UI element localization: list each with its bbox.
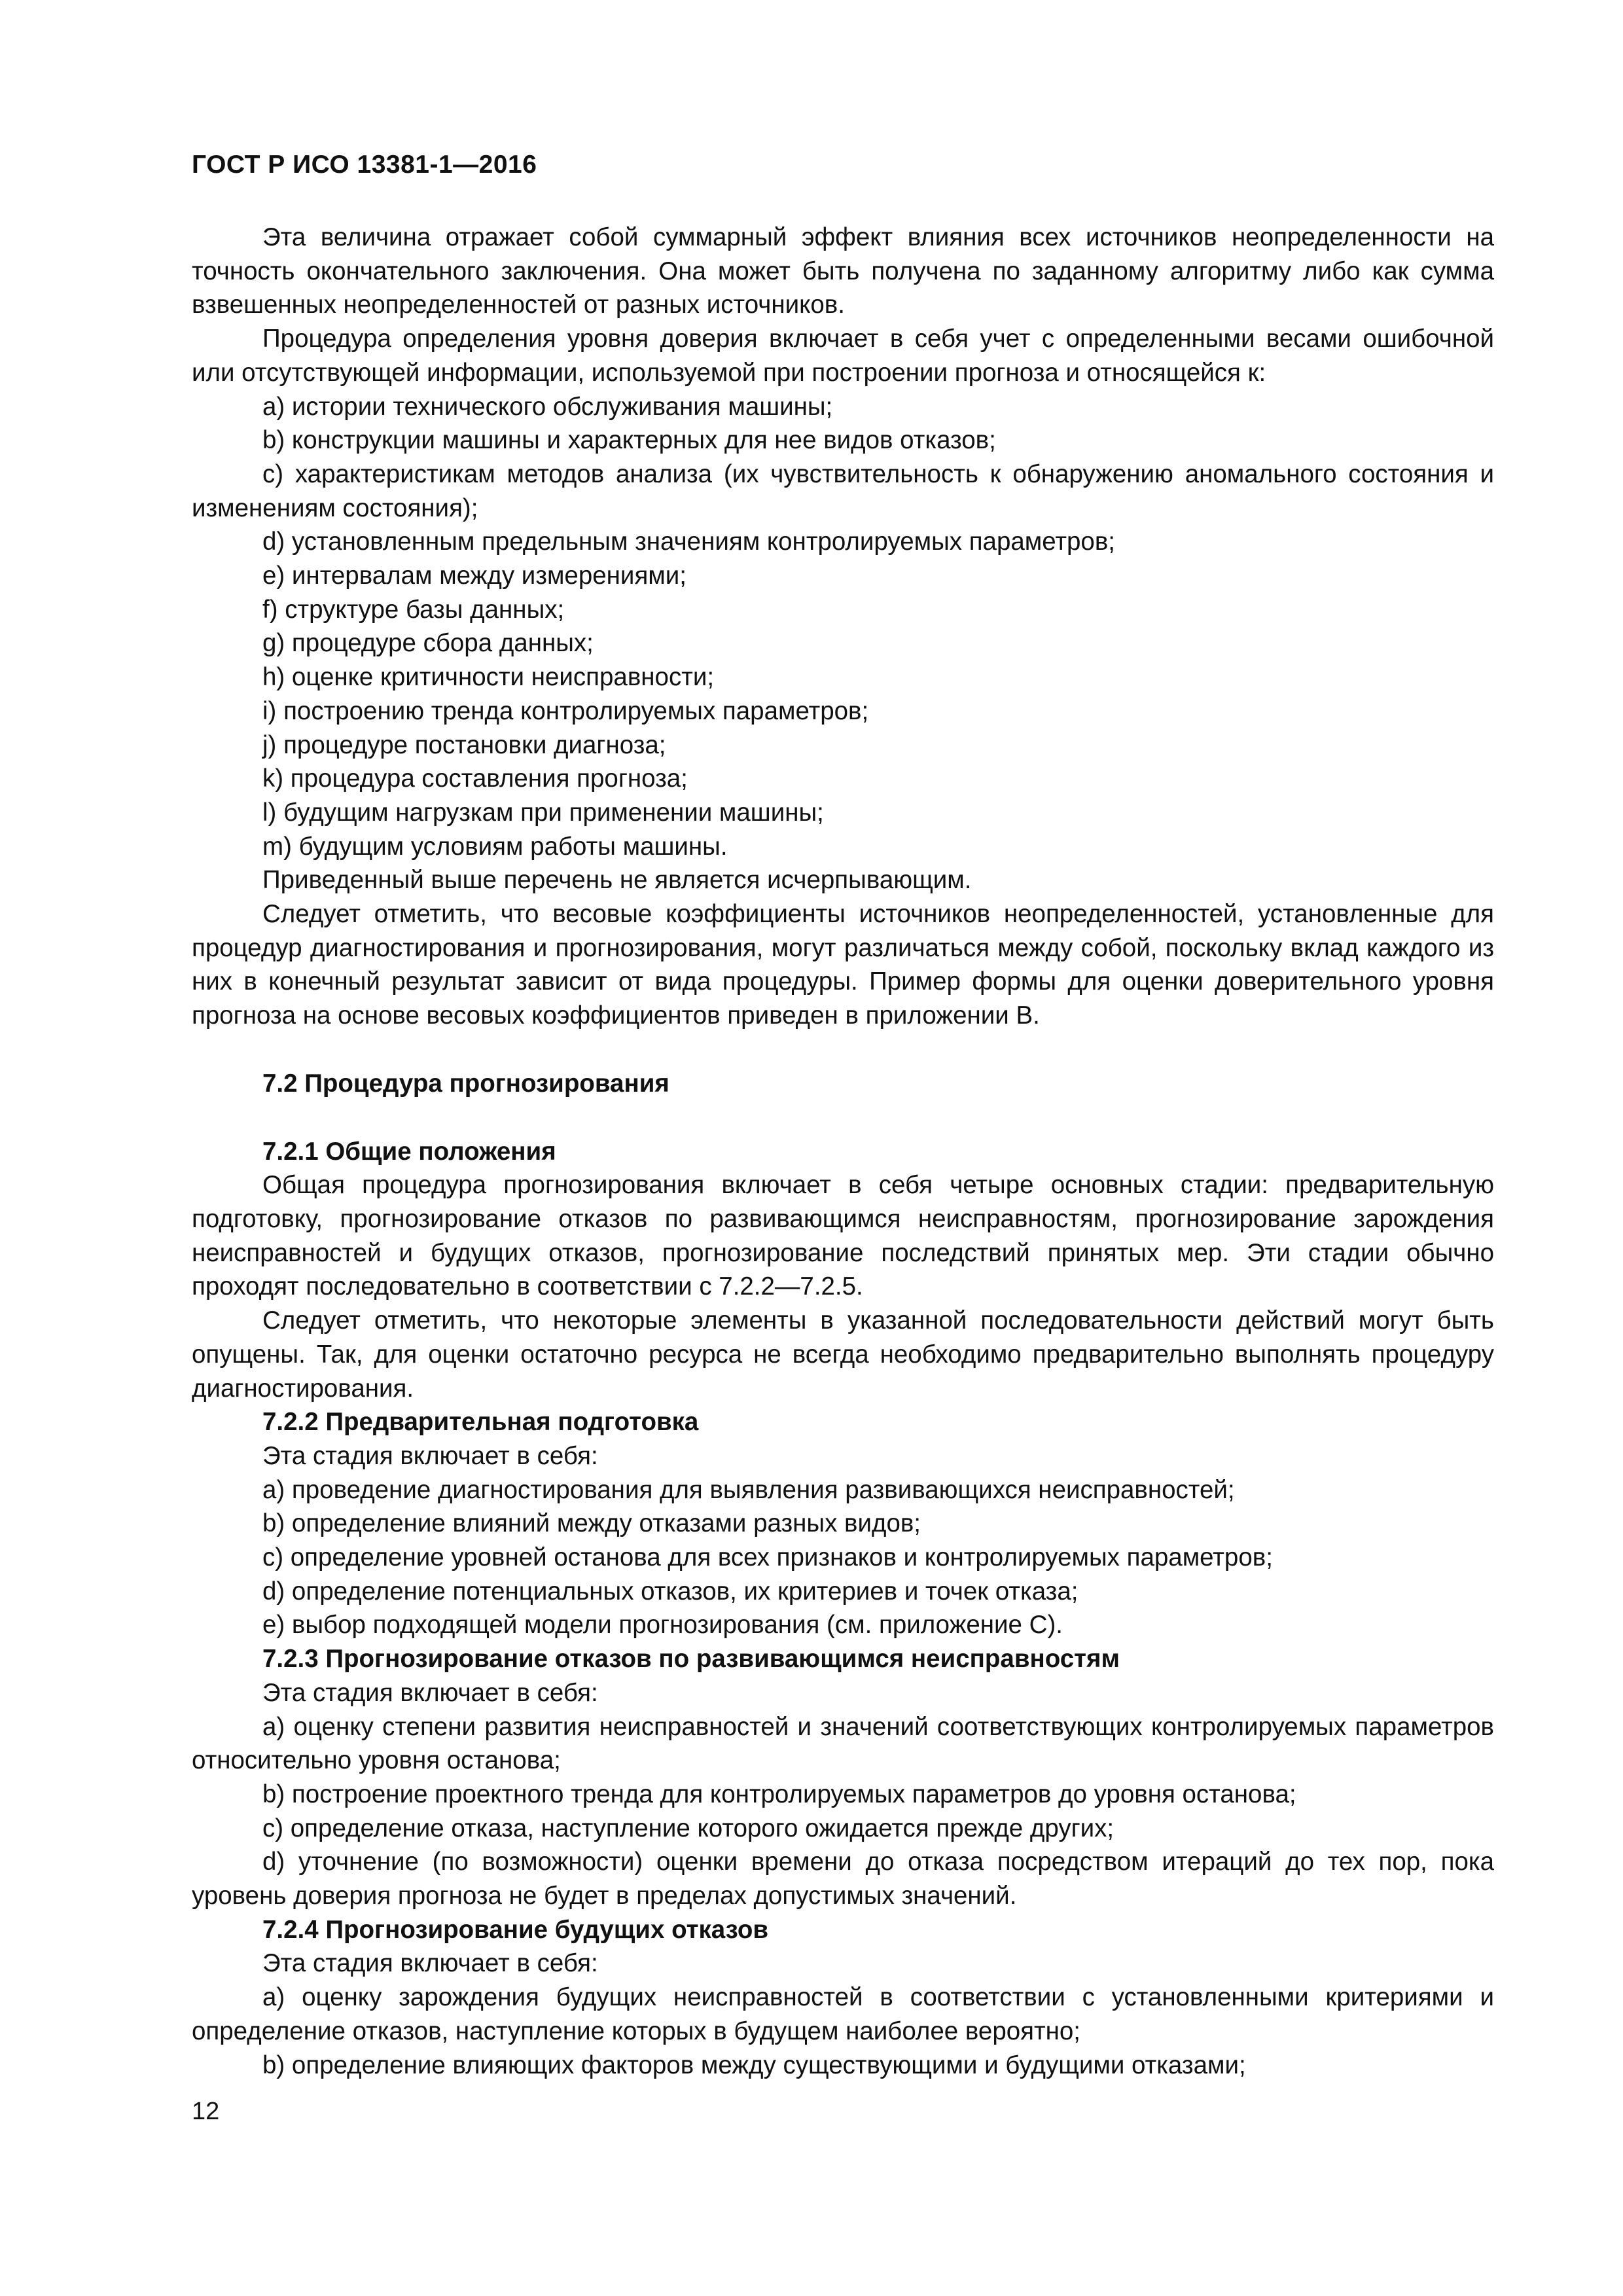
paragraph: Следует отметить, что весовые коэффициенты источников неопределенностей, установленные для процедур диагностирования и прогнозирования, могут различаться между собой, поскольку вклад каждого из них в конечный результат зависит от вида процедуры. Пример формы для оценки доверительного уровня прогноза на основе весовых коэффициентов приведен в приложении В. — [192, 900, 1494, 1030]
list-item: j) процедуре постановки диагноза; — [262, 730, 666, 759]
list-item: c) определение уровней останова для всех признаков и контролируемых параметров; — [262, 1543, 1273, 1572]
list-item: k) процедура составления прогноза; — [262, 764, 688, 793]
list-item: d) уточнение (по возможности) оценки времени до отказа посредством итераций до тех пор, пока уровень доверия прогноза не будет в пределах допустимых значений. — [192, 1848, 1494, 1910]
list-item: e) интервалам между измерениями; — [262, 562, 687, 590]
section-heading: 7.2 Процедура прогнозирования — [262, 1069, 669, 1098]
document-header: ГОСТ Р ИСО 13381-1—2016 — [192, 151, 537, 179]
subsection-heading: 7.2.4 Прогнозирование будущих отказов — [262, 1915, 769, 1944]
list-item: b) построение проектного тренда для контролируемых параметров до уровня останова; — [262, 1780, 1296, 1808]
list-item: c) определение отказа, наступление которого ожидается прежде других; — [262, 1814, 1115, 1842]
paragraph: Процедура определения уровня доверия включает в себя учет с определенными весами ошибочной или отсутствующей информации, используемой при построении прогноза и относящейся к: — [192, 325, 1494, 387]
list-item: c) характеристикам методов анализа (их чувствительность к обнаружению аномального состояния и изменениям состояния); — [192, 459, 1494, 522]
list-item: l) будущим нагрузкам при применении машины; — [262, 798, 824, 827]
spacer — [192, 1101, 1494, 1135]
subsection-heading: 7.2.2 Предварительная подготовка — [262, 1408, 699, 1437]
page-number: 12 — [192, 2098, 220, 2125]
subsection-heading: 7.2.3 Прогнозирование отказов по развивающимся неисправностям — [262, 1645, 1120, 1674]
paragraph: Эта стадия включает в себя: — [262, 1678, 598, 1707]
list-item: i) построению тренда контролируемых параметров; — [262, 696, 869, 725]
paragraph: Эта стадия включает в себя: — [262, 1441, 598, 1470]
paragraph: Эта стадия включает в себя: — [262, 1949, 598, 1978]
list-item: b) конструкции машины и характерных для нее видов отказов; — [262, 426, 996, 455]
list-item: e) выбор подходящей модели прогнозирования (см. приложение С). — [262, 1611, 1063, 1640]
paragraph: Приведенный выше перечень не является исчерпывающим. — [262, 866, 972, 895]
list-item: a) оценку степени развития неисправностей и значений соответствующих контролируемых параметров относительно уровня останова; — [192, 1712, 1494, 1775]
list-item: a) оценку зарождения будущих неисправностей в соответствии с установленными критериями и определение отказов, наступление которых в будущем наиболее вероятно; — [192, 1983, 1494, 2045]
list-item: g) процедуре сбора данных; — [262, 629, 594, 658]
subsection-heading: 7.2.1 Общие положения — [262, 1137, 556, 1166]
list-item: f) структуре базы данных; — [262, 595, 565, 624]
list-item: b) определение влияющих факторов между существующими и будущими отказами; — [262, 2051, 1246, 2079]
paragraph: Эта величина отражает собой суммарный эффект влияния всех источников неопределенности на точность окончательного заключения. Она может быть получена по заданному алгоритму либо как сумма взвешенных неопределенностей от разных источников. — [192, 223, 1494, 319]
list-item: a) проведение диагностирования для выявления развивающихся неисправностей; — [262, 1475, 1235, 1504]
list-item: b) определение влияний между отказами разных видов; — [262, 1509, 921, 1538]
list-item: d) определение потенциальных отказов, их критериев и точек отказа; — [262, 1577, 1079, 1605]
spacer — [192, 1033, 1494, 1067]
list-item: a) истории технического обслуживания машины; — [262, 392, 833, 421]
document-body — [192, 221, 1494, 2082]
list-item: h) оценке критичности неисправности; — [262, 663, 715, 692]
list-item: m) будущим условиям работы машины. — [262, 832, 728, 861]
paragraph: Следует отметить, что некоторые элементы в указанной последовательности действий могут быть опущены. Так, для оценки остаточно ресурса не всегда необходимо предварительно выполнять процедуру диагностирования. — [192, 1306, 1494, 1403]
list-item: d) установленным предельным значениям контролируемых параметров; — [262, 528, 1115, 556]
paragraph: Общая процедура прогнозирования включает в себя четыре основных стадии: предварительную подготовку, прогнозирование отказов по развивающимся неисправностям, прогнозирование зарождения неисправностей и будущих отказов, прогнозирование последствий принятых мер. Эти стадии обычно проходят последовательно в соответствии с 7.2.2—7.2.5. — [192, 1171, 1494, 1301]
